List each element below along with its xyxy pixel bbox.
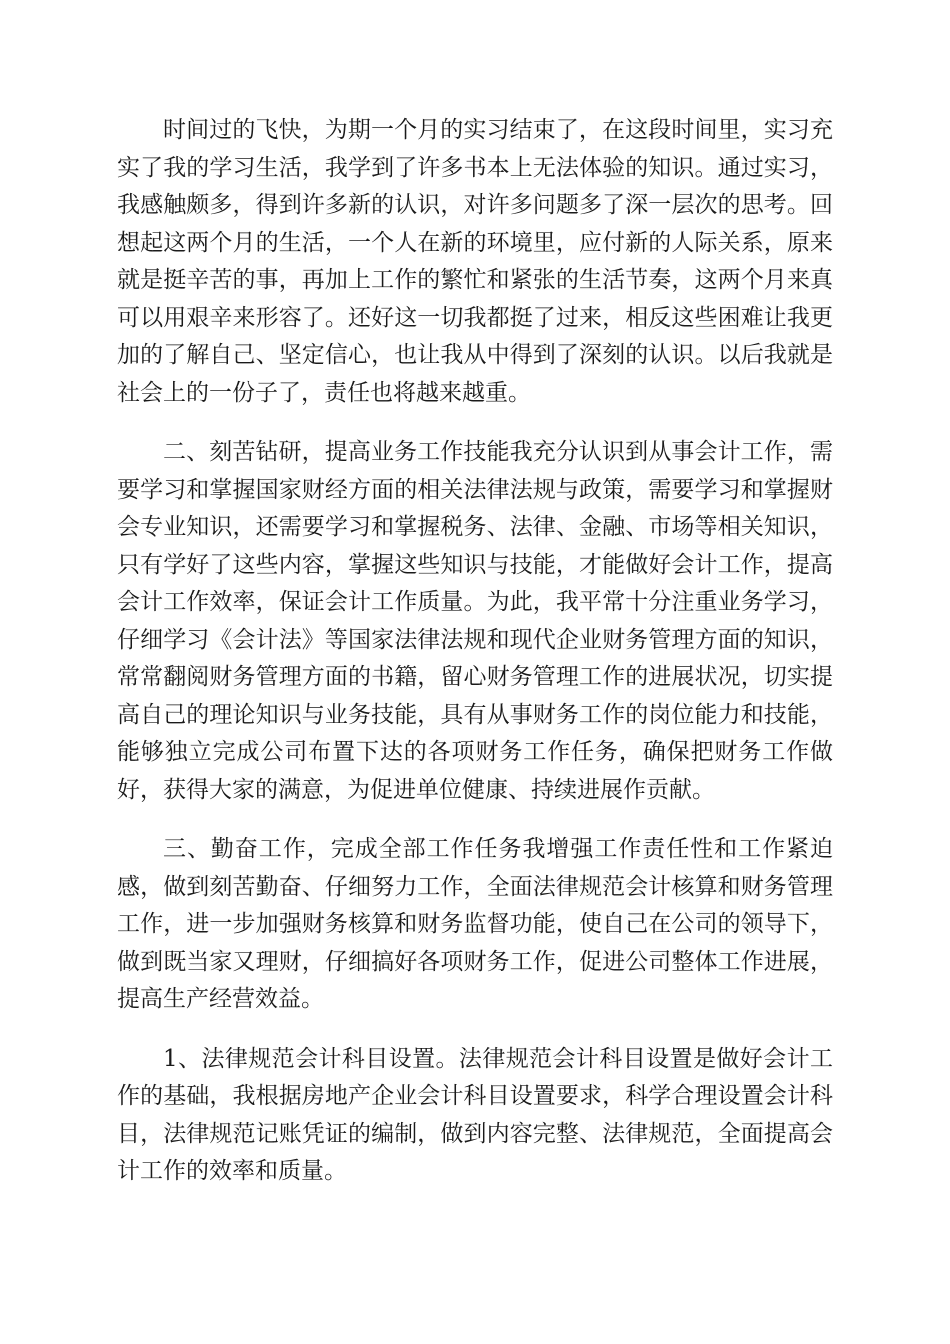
paragraph-internship-summary: 时间过的飞快，为期一个月的实习结束了，在这段时间里，实习充实了我的学习生活，我学到了许多书本上无法体验的知识。通过实习，我感触颇多，得到许多新的认识，对许多问题多了深一层次的思考。回想起这两个月的生活，一个人在新的环境里，应付新的人际关系，原来就是挺辛苦的事，再加上工作的繁忙和紧张的生活节奏，这两个月来真可以用艰辛来形容了。还好这一切我都挺了过来，相反这些困难让我更加的了解自己、坚定信心，也让我从中得到了深刻的认识。以后我就是社会上的一份子了，责任也将越来越重。	[117, 117, 833, 406]
paragraph-item-one: 1、法律规范会计科目设置。法律规范会计科目设置是做好会计工作的基础，我根据房地产企业会计科目设置要求，科学合理设置会计科目，法律规范记账凭证的编制，做到内容完整、法律规范，全面提高会计工作的效率和质量。	[117, 1045, 833, 1184]
paragraph-section-two: 二、刻苦钻研，提高业务工作技能我充分认识到从事会计工作，需要学习和掌握国家财经方面的相关法律法规与政策，需要学习和掌握财会专业知识，还需要学习和掌握税务、法律、金融、市场等相关知识，只有学好了这些内容，掌握这些知识与技能，才能做好会计工作，提高会计工作效率，保证会计工作质量。为此，我平常十分注重业务学习，仔细学习《会计法》等国家法律法规和现代企业财务管理方面的知识，常常翻阅财务管理方面的书籍，留心财务管理工作的进展状况，切实提高自己的理论知识与业务技能，具有从事财务工作的岗位能力和技能，能够独立完成公司布置下达的各项财务工作任务，确保把财务工作做好，获得大家的满意，为促进单位健康、持续进展作贡献。	[117, 439, 833, 803]
paragraph-section-three: 三、勤奋工作，完成全部工作任务我增强工作责任性和工作紧迫感，做到刻苦勤奋、仔细努力工作，全面法律规范会计核算和财务管理工作，进一步加强财务核算和财务监督功能，使自己在公司的领导下，做到既当家又理财，仔细搞好各项财务工作，促进公司整体工作进展，提高生产经营效益。	[117, 836, 833, 1012]
document-body	[117, 112, 833, 1213]
